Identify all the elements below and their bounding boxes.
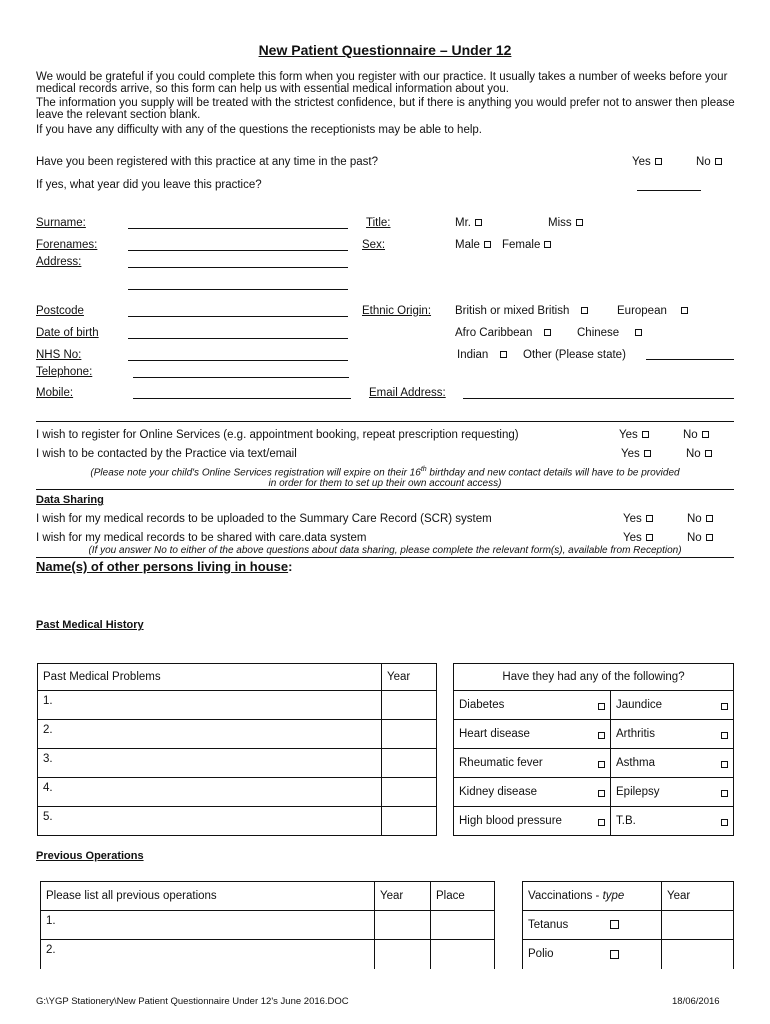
checkbox-icon — [646, 534, 653, 541]
label-nhs: NHS No: — [36, 349, 82, 361]
contacted-yes[interactable]: Yes — [621, 448, 651, 460]
condition-kidney-disease[interactable]: Kidney disease — [454, 778, 611, 807]
condition-heart-disease[interactable]: Heart disease — [454, 720, 611, 749]
other-persons-heading: Name(s) of other persons living in house: — [36, 559, 293, 574]
intro-paragraph-1: We would be grateful if you could complete this form when you register with our practice. It usually takes a number of weeks before your medical records arrive, so this form can help us with essential medical information about you. — [36, 71, 728, 95]
label-telephone: Telephone: — [36, 366, 93, 378]
label-dob: Date of birth — [36, 327, 99, 339]
question-online-services: I wish to register for Online Services (e.g. appointment booking, repeat prescription requesting) — [36, 429, 519, 441]
condition-epilepsy[interactable]: Epilepsy — [611, 778, 734, 807]
ethnic-chinese[interactable]: Chinese — [577, 327, 642, 339]
scr-yes[interactable]: Yes — [623, 513, 653, 525]
ethnic-british[interactable]: British or mixed British — [455, 305, 588, 317]
registered-no[interactable]: No — [696, 156, 722, 168]
address-field-2[interactable] — [128, 289, 348, 290]
checkbox-icon — [642, 431, 649, 438]
checkbox-icon — [544, 329, 551, 336]
ops-year-header: Year — [375, 882, 431, 911]
section-data-sharing: Data Sharing — [36, 494, 104, 506]
ethnic-indian[interactable]: Indian — [457, 349, 507, 361]
label-sex: Sex: — [362, 239, 386, 251]
ethnic-other-field[interactable] — [646, 359, 734, 360]
intro-paragraph-3: If you have any difficulty with any of the questions the receptionists may be able to help. — [36, 124, 482, 136]
caredata-no[interactable]: No — [687, 532, 713, 544]
checkbox-icon — [576, 219, 583, 226]
checkbox-icon — [598, 819, 605, 826]
checkbox-icon — [721, 819, 728, 826]
question-year-left: If yes, what year did you leave this practice? — [36, 179, 262, 191]
checkbox-icon — [598, 761, 605, 768]
title-mr[interactable]: Mr. — [455, 217, 482, 229]
pmp-row-3[interactable]: 3. — [38, 749, 382, 778]
contacted-no[interactable]: No — [686, 448, 712, 460]
registered-yes[interactable]: Yes — [632, 156, 662, 168]
address-field-1[interactable] — [128, 267, 348, 268]
nhs-field[interactable] — [128, 360, 348, 361]
checkbox-icon — [721, 790, 728, 797]
sharing-note: (If you answer No to either of the above questions about data sharing, please complete the relevant form(s), available from Reception) — [88, 545, 682, 556]
sex-male[interactable]: Male — [455, 239, 491, 251]
condition-asthma[interactable]: Asthma — [611, 749, 734, 778]
vaccine-tetanus[interactable]: Tetanus — [523, 911, 662, 940]
vacc-header: Vaccinations - type — [523, 882, 662, 911]
question-scr: I wish for my medical records to be uploaded to the Summary Care Record (SCR) system — [36, 513, 492, 525]
vaccinations-table — [522, 881, 734, 969]
checkbox-icon — [610, 920, 619, 929]
label-forenames: Forenames: — [36, 239, 98, 251]
divider — [36, 489, 734, 490]
pmp-year-header: Year — [382, 664, 437, 691]
question-caredata: I wish for my medical records to be shared with care.data system — [36, 532, 367, 544]
checkbox-icon — [544, 241, 551, 248]
telephone-field[interactable] — [133, 377, 349, 378]
pmp-year-3[interactable] — [382, 749, 437, 778]
pmp-year-1[interactable] — [382, 691, 437, 720]
caredata-yes[interactable]: Yes — [623, 532, 653, 544]
intro-paragraph-2: The information you supply will be treated with the strictest confidence, but if there is anything you would prefer not to answer then please leave the relevant section blank. — [36, 97, 735, 121]
scr-no[interactable]: No — [687, 513, 713, 525]
past-medical-problems-table — [37, 663, 437, 836]
pmp-row-4[interactable]: 4. — [38, 778, 382, 807]
vaccine-polio-year[interactable] — [662, 940, 734, 969]
checkbox-icon — [706, 515, 713, 522]
title-miss[interactable]: Miss — [548, 217, 583, 229]
ops-place-header: Place — [431, 882, 495, 911]
question-contacted: I wish to be contacted by the Practice via text/email — [36, 448, 297, 460]
checkbox-icon — [598, 790, 605, 797]
ethnic-afro-caribbean[interactable]: Afro Caribbean — [455, 327, 551, 339]
ops-year-1[interactable] — [375, 911, 431, 940]
checkbox-icon — [635, 329, 642, 336]
sex-female[interactable]: Female — [502, 239, 551, 251]
ops-row-2[interactable]: 2. — [41, 940, 375, 969]
dob-field[interactable] — [128, 338, 348, 339]
condition-arthritis[interactable]: Arthritis — [611, 720, 734, 749]
checkbox-icon — [721, 761, 728, 768]
ops-year-2[interactable] — [375, 940, 431, 969]
pmp-year-2[interactable] — [382, 720, 437, 749]
section-past-medical-history: Past Medical History — [36, 619, 144, 631]
pmp-row-5[interactable]: 5. — [38, 807, 382, 836]
condition-tb[interactable]: T.B. — [611, 807, 734, 836]
email-field[interactable] — [463, 398, 734, 399]
label-surname: Surname: — [36, 217, 86, 229]
pmp-year-5[interactable] — [382, 807, 437, 836]
vaccine-polio[interactable]: Polio — [523, 940, 662, 969]
condition-high-blood-pressure[interactable]: High blood pressure — [454, 807, 611, 836]
year-left-field[interactable] — [637, 190, 701, 191]
label-title: Title: — [366, 217, 391, 229]
conditions-table — [453, 663, 734, 836]
checkbox-icon — [484, 241, 491, 248]
condition-diabetes[interactable]: Diabetes — [454, 691, 611, 720]
label-address: Address: — [36, 256, 82, 268]
checkbox-icon — [581, 307, 588, 314]
online-yes[interactable]: Yes — [619, 429, 649, 441]
operations-table — [40, 881, 495, 969]
label-mobile: Mobile: — [36, 387, 74, 399]
online-note: (Please note your child's Online Services registration will expire on their 16th birthday and new contact details will have to be provided in order for them to set up their own account access) — [90, 466, 680, 490]
divider — [36, 421, 734, 422]
footer-path: G:\YGP Stationery\New Patient Questionnaire Under 12's June 2016.DOC — [36, 996, 349, 1007]
conditions-header: Have they had any of the following? — [454, 664, 734, 691]
checkbox-icon — [705, 450, 712, 457]
online-no[interactable]: No — [683, 429, 709, 441]
condition-jaundice[interactable]: Jaundice — [611, 691, 734, 720]
page-title: New Patient Questionnaire – Under 12 — [258, 42, 512, 58]
checkbox-icon — [681, 307, 688, 314]
footer-date: 18/06/2016 — [672, 996, 720, 1007]
ops-place-1[interactable] — [431, 911, 495, 940]
checkbox-icon — [598, 703, 605, 710]
checkbox-icon — [475, 219, 482, 226]
ops-row-1[interactable]: 1. — [41, 911, 375, 940]
label-email: Email Address: — [369, 387, 446, 399]
pmp-row-2[interactable]: 2. — [38, 720, 382, 749]
pmp-row-1[interactable]: 1. — [38, 691, 382, 720]
pmp-year-4[interactable] — [382, 778, 437, 807]
checkbox-icon — [500, 351, 507, 358]
checkbox-icon — [646, 515, 653, 522]
checkbox-icon — [610, 950, 619, 959]
label-ethnic-origin: Ethnic Origin: — [362, 305, 432, 317]
pmp-header: Past Medical Problems — [38, 664, 382, 691]
checkbox-icon — [721, 732, 728, 739]
ethnic-european[interactable]: European — [617, 305, 688, 317]
question-registered: Have you been registered with this practice at any time in the past? — [36, 156, 378, 168]
checkbox-icon — [644, 450, 651, 457]
surname-field[interactable] — [128, 228, 348, 229]
condition-rheumatic-fever[interactable]: Rheumatic fever — [454, 749, 611, 778]
checkbox-icon — [598, 732, 605, 739]
checkbox-icon — [715, 158, 722, 165]
ops-header: Please list all previous operations — [41, 882, 375, 911]
divider — [36, 557, 734, 558]
ops-place-2[interactable] — [431, 940, 495, 969]
ethnic-other: Other (Please state) — [523, 349, 626, 361]
vaccine-tetanus-year[interactable] — [662, 911, 734, 940]
checkbox-icon — [655, 158, 662, 165]
checkbox-icon — [706, 534, 713, 541]
vacc-year-header: Year — [662, 882, 734, 911]
postcode-field[interactable] — [128, 316, 348, 317]
label-postcode: Postcode — [36, 305, 84, 317]
checkbox-icon — [702, 431, 709, 438]
mobile-field[interactable] — [133, 398, 351, 399]
forenames-field[interactable] — [128, 250, 348, 251]
checkbox-icon — [721, 703, 728, 710]
section-previous-operations: Previous Operations — [36, 850, 144, 862]
